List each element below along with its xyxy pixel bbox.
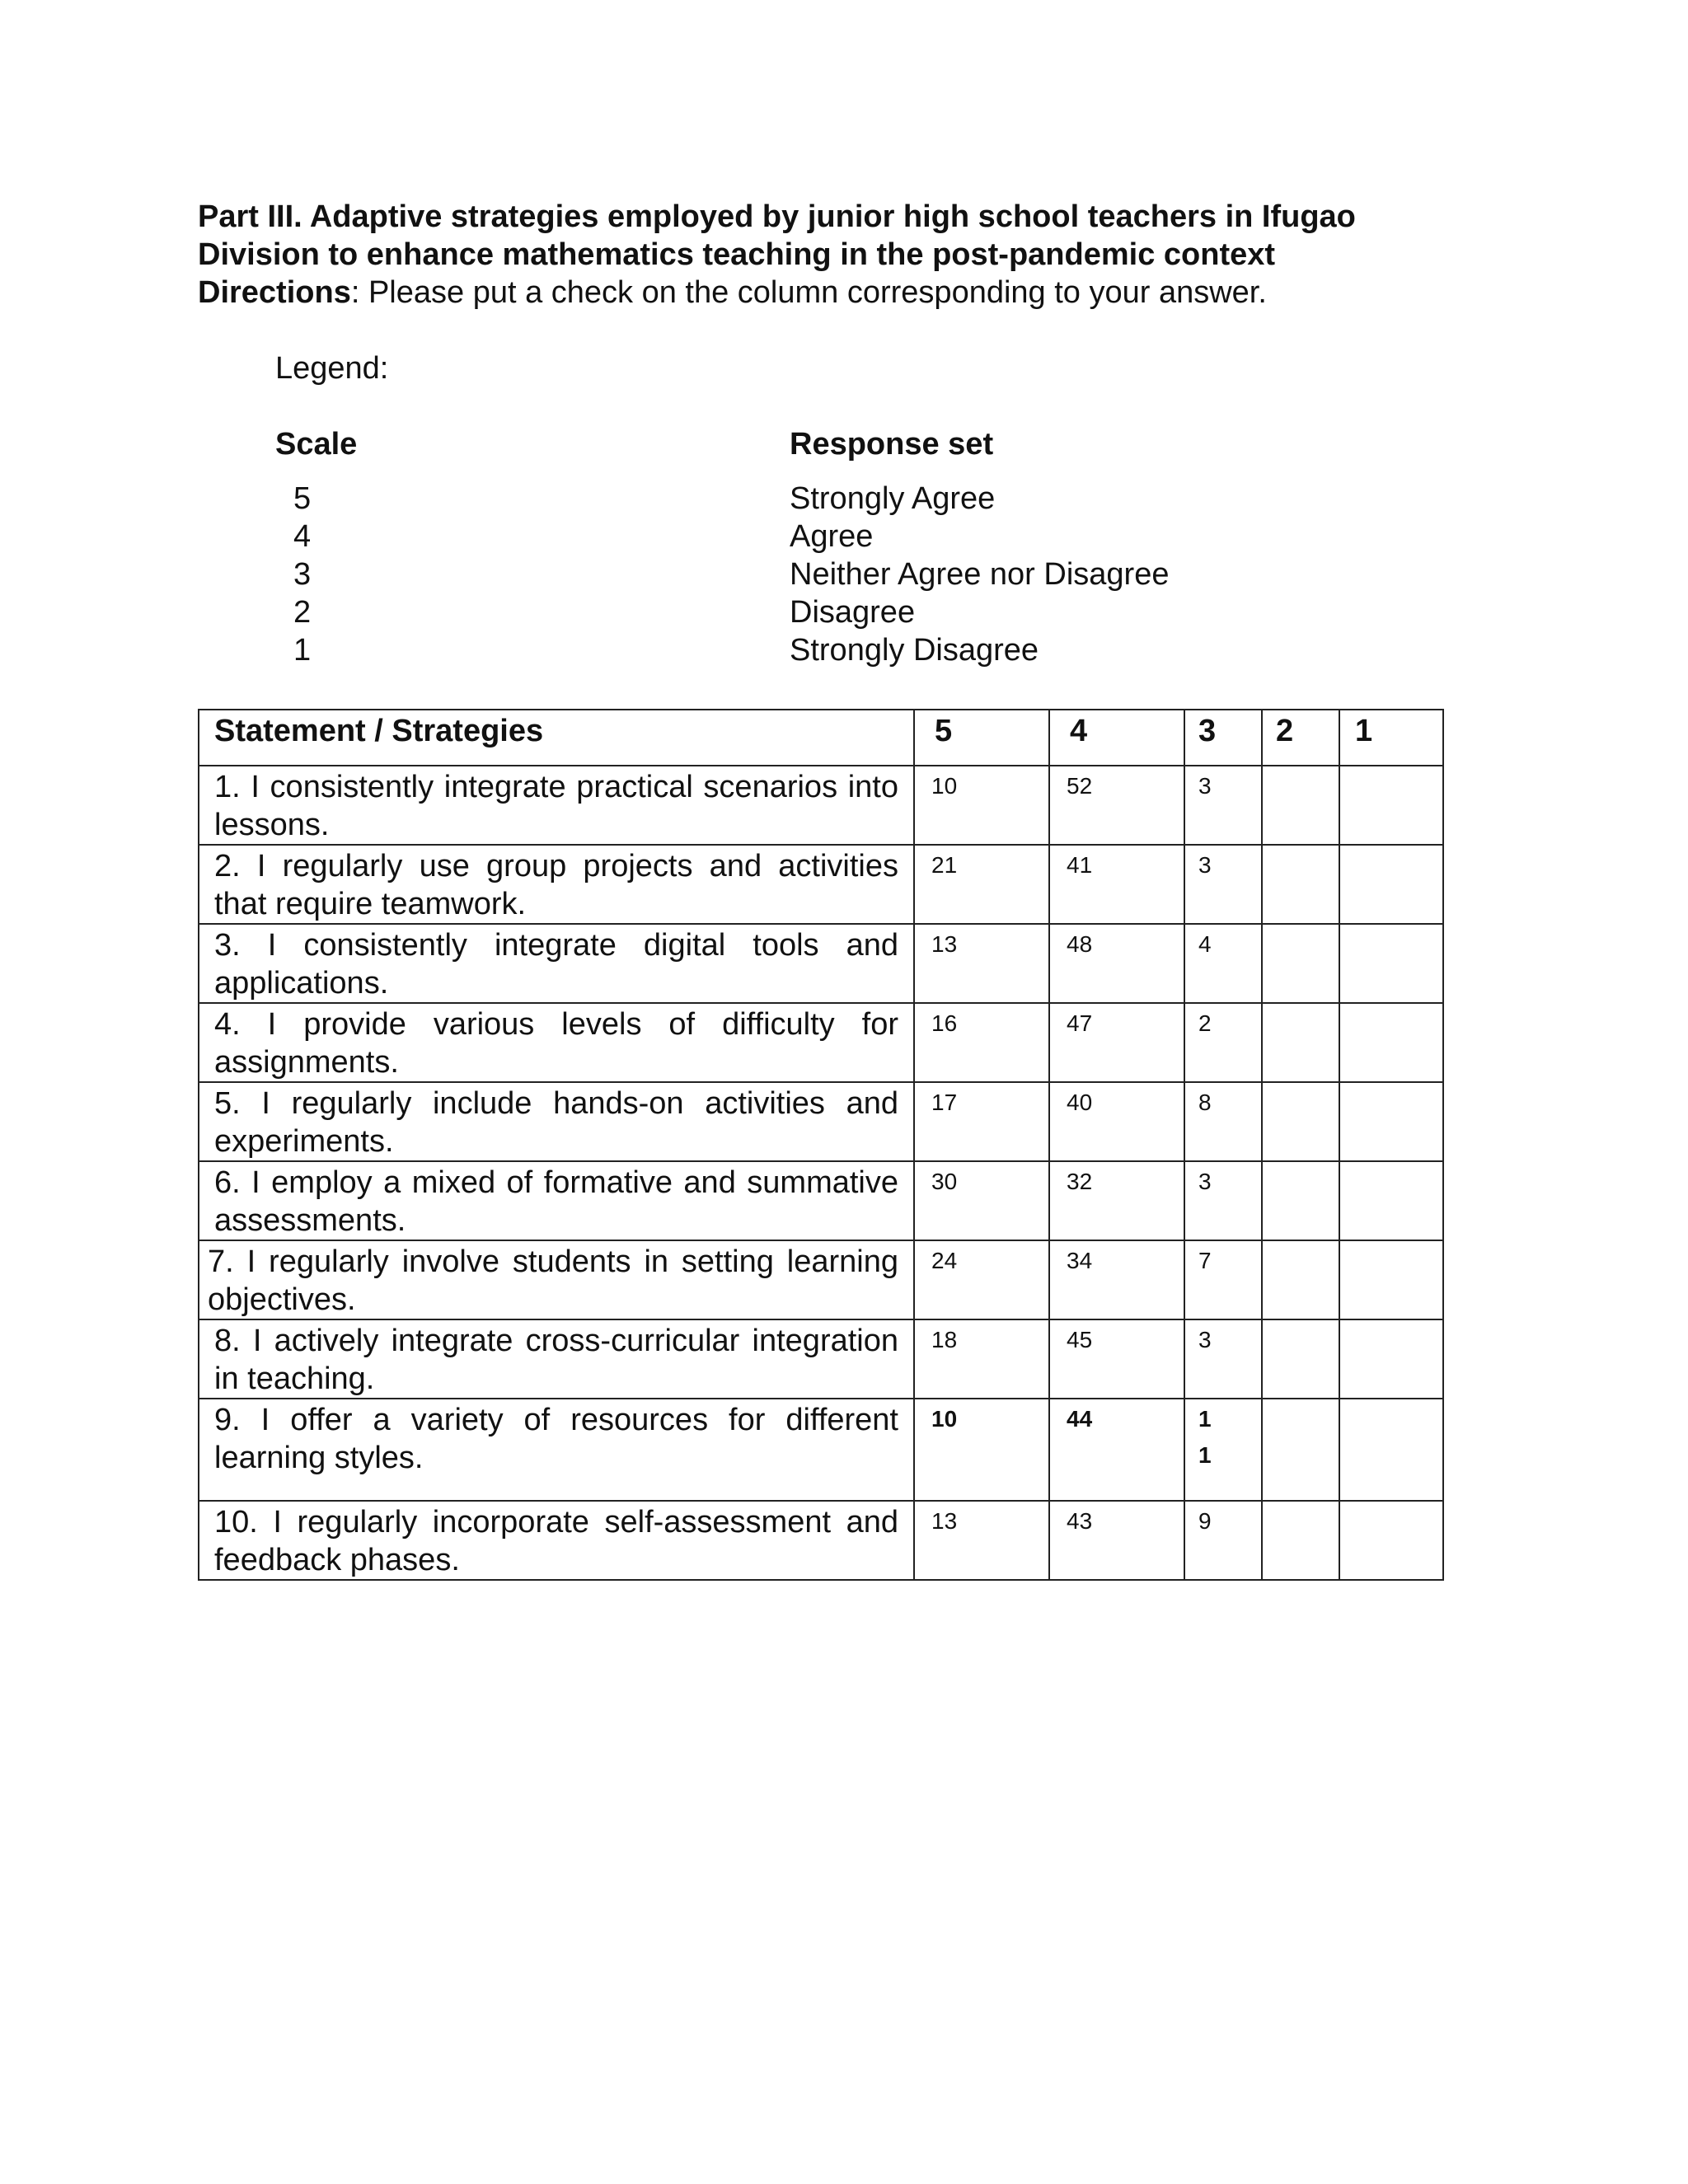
header-scale-5: 5 — [914, 710, 1049, 766]
table-row — [199, 1501, 1443, 1580]
count-scale-1[interactable] — [1339, 1319, 1443, 1399]
statement-cell: 10. I regularly incorporate self-assessment and feedback phases. — [199, 1501, 914, 1580]
count-scale-5: 24 — [914, 1240, 1049, 1319]
statement-cell: 2. I regularly use group projects and activities that require teamwork. — [199, 845, 914, 924]
count-value: 1 — [1198, 1442, 1212, 1468]
statement-cell: 1. I consistently integrate practical scenarios into lessons. — [199, 766, 914, 845]
header-scale-3: 3 — [1184, 710, 1262, 766]
count-scale-2[interactable] — [1262, 1161, 1339, 1240]
count-scale-5: 13 — [914, 924, 1049, 1003]
count-scale-5: 16 — [914, 1003, 1049, 1082]
count-scale-2[interactable] — [1262, 1003, 1339, 1082]
count-scale-4: 52 — [1049, 766, 1184, 845]
response-label: Strongly Disagree — [790, 633, 1039, 668]
table-row — [199, 1082, 1443, 1161]
header-scale-1: 1 — [1339, 710, 1443, 766]
count-scale-3: 3 — [1184, 1319, 1262, 1399]
count-scale-4: 44 — [1049, 1399, 1184, 1501]
header-statement: Statement / Strategies — [199, 710, 914, 766]
count-scale-5: 17 — [914, 1082, 1049, 1161]
header-scale-4: 4 — [1049, 710, 1184, 766]
count-scale-2[interactable] — [1262, 766, 1339, 845]
header-scale-2: 2 — [1262, 710, 1339, 766]
statement-cell: 3. I consistently integrate digital tools and applications. — [199, 924, 914, 1003]
directions-label: Directions — [198, 275, 351, 310]
count-scale-1[interactable] — [1339, 1082, 1443, 1161]
count-scale-1[interactable] — [1339, 1399, 1443, 1501]
table-row — [199, 766, 1443, 845]
count-scale-5: 10 — [914, 1399, 1049, 1501]
legend-label: Legend: — [275, 351, 389, 386]
statement-cell: 5. I regularly include hands-on activities and experiments. — [199, 1082, 914, 1161]
statement-cell: 8. I actively integrate cross-curricular integration in teaching. — [199, 1319, 914, 1399]
count-scale-4: 32 — [1049, 1161, 1184, 1240]
count-scale-1[interactable] — [1339, 1240, 1443, 1319]
count-scale-5: 30 — [914, 1161, 1049, 1240]
directions-text: : Please put a check on the column corresponding to your answer. — [350, 275, 1267, 310]
part-heading — [198, 198, 1451, 312]
count-scale-5: 10 — [914, 766, 1049, 845]
count-scale-3: 3 — [1184, 845, 1262, 924]
count-scale-5: 18 — [914, 1319, 1049, 1399]
table-row — [199, 924, 1443, 1003]
response-set-header: Response set — [790, 427, 994, 462]
statement-cell: 7. I regularly involve students in setting learning objectives. — [199, 1240, 914, 1319]
count-scale-3: 3 — [1184, 766, 1262, 845]
count-scale-4: 43 — [1049, 1501, 1184, 1580]
strategies-table — [198, 709, 1444, 1581]
table-row — [199, 1240, 1443, 1319]
count-scale-4: 40 — [1049, 1082, 1184, 1161]
count-scale-1[interactable] — [1339, 1501, 1443, 1580]
scale-value: 4 — [293, 519, 312, 554]
count-scale-3 — [1184, 1399, 1262, 1501]
count-scale-1[interactable] — [1339, 924, 1443, 1003]
count-scale-3: 8 — [1184, 1082, 1262, 1161]
count-scale-1[interactable] — [1339, 845, 1443, 924]
count-scale-2[interactable] — [1262, 1501, 1339, 1580]
table-row — [199, 1319, 1443, 1399]
count-scale-3: 9 — [1184, 1501, 1262, 1580]
table-header-row — [199, 710, 1443, 766]
response-label: Disagree — [790, 595, 916, 630]
part-title-line-1: Part III. Adaptive strategies employed by junior high school teachers in Ifugao — [198, 199, 1356, 234]
count-scale-2[interactable] — [1262, 1399, 1339, 1501]
count-scale-3: 2 — [1184, 1003, 1262, 1082]
table-row — [199, 1399, 1443, 1501]
directions — [198, 274, 1451, 312]
count-scale-3: 3 — [1184, 1161, 1262, 1240]
scale-header: Scale — [275, 427, 358, 462]
count-scale-5: 13 — [914, 1501, 1049, 1580]
statement-cell: 9. I offer a variety of resources for different learning styles. — [199, 1399, 914, 1501]
response-set-list — [790, 480, 1169, 669]
count-scale-2[interactable] — [1262, 1240, 1339, 1319]
part-title-line-2: Division to enhance mathematics teaching in the post-pandemic context — [198, 237, 1276, 272]
count-scale-4: 34 — [1049, 1240, 1184, 1319]
count-scale-1[interactable] — [1339, 1003, 1443, 1082]
count-value: 1 — [1198, 1406, 1212, 1432]
count-scale-2[interactable] — [1262, 845, 1339, 924]
statement-cell: 6. I employ a mixed of formative and summative assessments. — [199, 1161, 914, 1240]
table-row — [199, 1161, 1443, 1240]
count-scale-2[interactable] — [1262, 1319, 1339, 1399]
scale-value: 2 — [293, 595, 312, 630]
count-scale-4: 45 — [1049, 1319, 1184, 1399]
statement-cell: 4. I provide various levels of difficulty for assignments. — [199, 1003, 914, 1082]
table-row — [199, 845, 1443, 924]
scale-value: 1 — [293, 633, 312, 668]
count-scale-1[interactable] — [1339, 766, 1443, 845]
scale-list — [293, 480, 311, 669]
count-scale-1[interactable] — [1339, 1161, 1443, 1240]
count-scale-2[interactable] — [1262, 1082, 1339, 1161]
count-scale-4: 48 — [1049, 924, 1184, 1003]
count-scale-4: 41 — [1049, 845, 1184, 924]
scale-value: 3 — [293, 557, 312, 592]
count-scale-4: 47 — [1049, 1003, 1184, 1082]
response-label: Neither Agree nor Disagree — [790, 557, 1170, 592]
count-scale-2[interactable] — [1262, 924, 1339, 1003]
response-label: Agree — [790, 519, 874, 554]
scale-value: 5 — [293, 481, 312, 516]
response-label: Strongly Agree — [790, 481, 996, 516]
count-scale-3: 4 — [1184, 924, 1262, 1003]
count-scale-3: 7 — [1184, 1240, 1262, 1319]
table-row — [199, 1003, 1443, 1082]
count-scale-5: 21 — [914, 845, 1049, 924]
